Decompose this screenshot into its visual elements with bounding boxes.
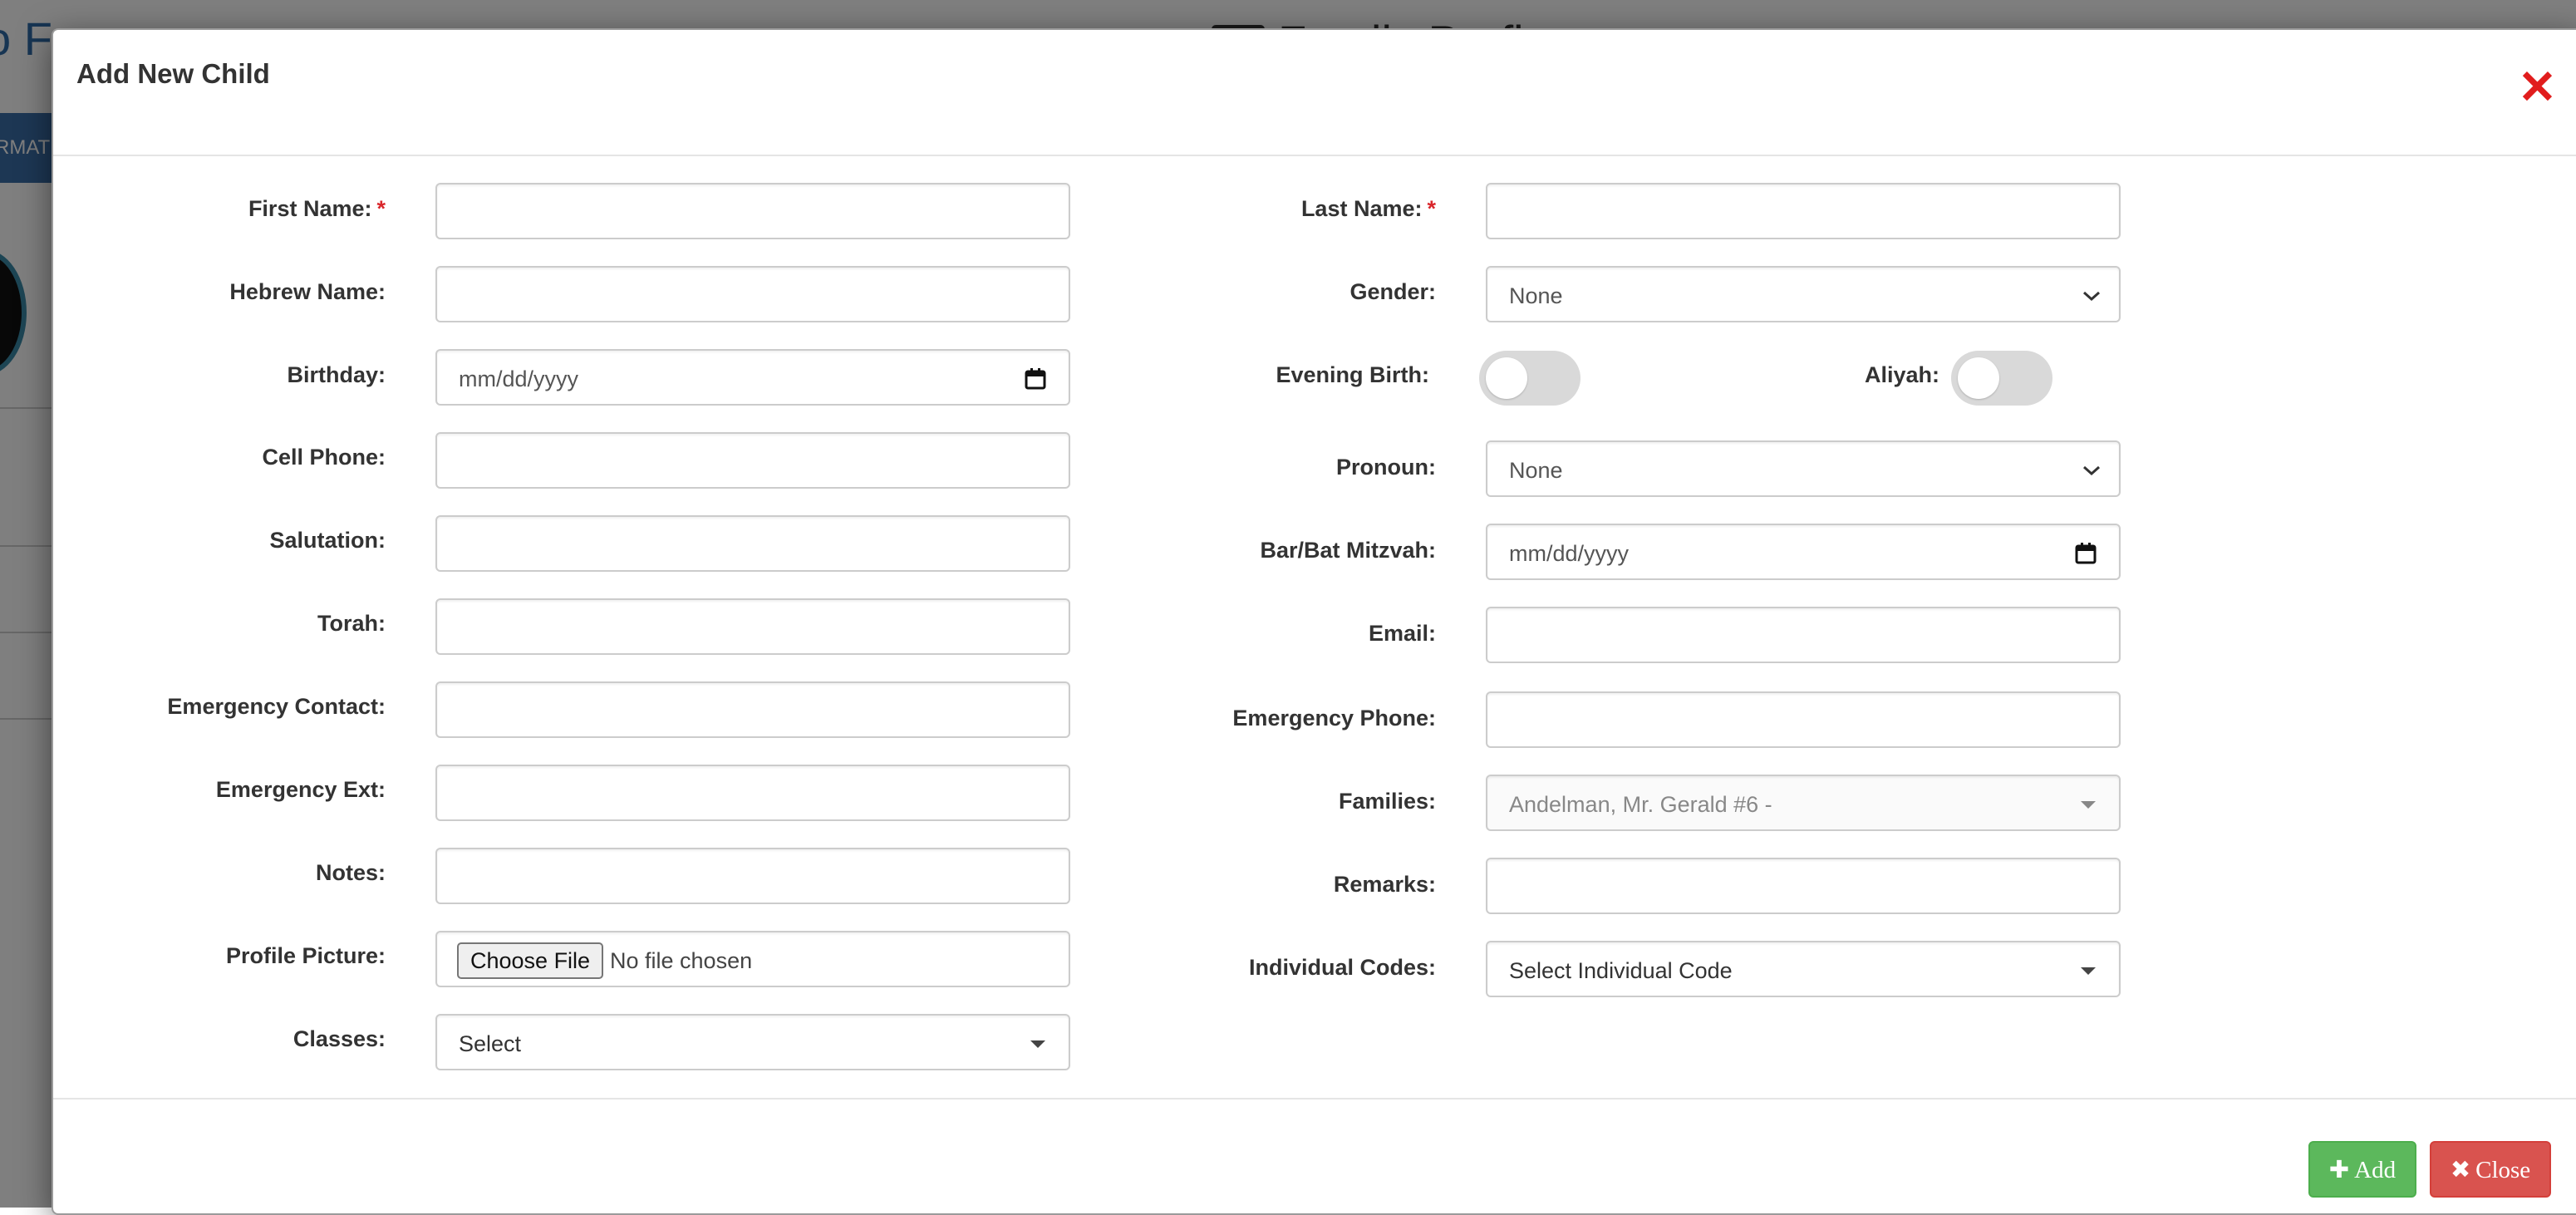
- close-button[interactable]: ✖ Close: [2430, 1141, 2551, 1198]
- first-name-label: First Name: *: [248, 196, 386, 221]
- add-button[interactable]: ✚ Add: [2308, 1141, 2416, 1198]
- remarks-label: Remarks:: [1333, 872, 1436, 897]
- pronoun-selected: None: [1509, 458, 1563, 483]
- caret-down-icon: [2081, 801, 2096, 809]
- last-name-input[interactable]: [1486, 183, 2121, 239]
- aliyah-toggle[interactable]: [1951, 351, 2052, 406]
- times-icon: ✖: [2450, 1155, 2471, 1183]
- date-placeholder: mm/dd/yyyy: [459, 366, 579, 391]
- evening-birth-toggle[interactable]: [1479, 351, 1581, 406]
- gender-selected: None: [1509, 283, 1563, 308]
- required-marker: *: [1427, 196, 1436, 221]
- cell-phone-input[interactable]: [435, 432, 1070, 489]
- calendar-icon[interactable]: [2074, 542, 2097, 565]
- last-name-label: Last Name: *: [1300, 196, 1436, 221]
- modal-footer: [53, 1098, 2576, 1213]
- required-marker: *: [376, 196, 386, 221]
- caret-down-icon: [1030, 1040, 1045, 1048]
- families-select[interactable]: [1486, 775, 2121, 831]
- email-label: Email:: [1368, 621, 1436, 646]
- emergency-contact-input[interactable]: [435, 681, 1070, 738]
- hebrew-name-label: Hebrew Name:: [229, 279, 386, 304]
- file-status: No file chosen: [610, 948, 753, 973]
- families-selected: Andelman, Mr. Gerald #6 -: [1509, 792, 1772, 817]
- bar-bat-mitzvah-date-input[interactable]: [1486, 524, 2121, 580]
- emergency-ext-label: Emergency Ext:: [215, 777, 386, 802]
- gender-select[interactable]: [1486, 266, 2121, 322]
- modal-header: [53, 30, 2576, 156]
- plus-icon: ✚: [2328, 1155, 2350, 1183]
- birthday-label: Birthday:: [287, 362, 386, 387]
- emergency-phone-input[interactable]: [1486, 691, 2121, 748]
- gender-label: Gender:: [1349, 279, 1436, 304]
- notes-label: Notes:: [315, 860, 386, 885]
- email-input[interactable]: [1486, 607, 2121, 663]
- remarks-input[interactable]: [1486, 858, 2121, 914]
- chevron-down-icon: [2081, 288, 2102, 304]
- classes-select[interactable]: [435, 1014, 1070, 1070]
- torah-input[interactable]: [435, 598, 1070, 655]
- profile-picture-file-input: [435, 931, 1070, 987]
- salutation-label: Salutation:: [269, 528, 386, 553]
- evening-birth-label: Evening Birth:: [1276, 362, 1429, 387]
- hebrew-name-input[interactable]: [435, 266, 1070, 322]
- classes-selected: Select: [459, 1031, 522, 1056]
- calendar-icon[interactable]: [1024, 367, 1047, 391]
- first-name-input[interactable]: [435, 183, 1070, 239]
- date-placeholder: mm/dd/yyyy: [1509, 541, 1630, 566]
- emergency-ext-input[interactable]: [435, 765, 1070, 821]
- notes-input[interactable]: [435, 848, 1070, 904]
- toggle-knob: [1958, 357, 1999, 399]
- profile-picture-label: Profile Picture:: [225, 943, 386, 968]
- close-icon[interactable]: ✕: [2518, 61, 2557, 113]
- birthday-date-input[interactable]: [435, 349, 1070, 406]
- chevron-down-icon: [2081, 462, 2102, 479]
- caret-down-icon: [2081, 967, 2096, 975]
- pronoun-select[interactable]: [1486, 440, 2121, 497]
- torah-label: Torah:: [317, 611, 386, 636]
- emergency-phone-label: Emergency Phone:: [1232, 706, 1436, 730]
- add-child-modal: [52, 28, 2576, 1215]
- pronoun-label: Pronoun:: [1336, 455, 1436, 480]
- classes-label: Classes:: [293, 1026, 386, 1051]
- emergency-contact-label: Emergency Contact:: [167, 694, 386, 719]
- individual-codes-label: Individual Codes:: [1248, 955, 1436, 980]
- choose-file-button[interactable]: Choose File: [457, 942, 603, 979]
- families-label: Families:: [1338, 789, 1436, 814]
- modal-title: Add New Child: [76, 58, 270, 89]
- salutation-input[interactable]: [435, 515, 1070, 572]
- toggle-knob: [1486, 357, 1527, 399]
- individual-codes-selected: Select Individual Code: [1509, 958, 1733, 983]
- cell-phone-label: Cell Phone:: [262, 445, 386, 470]
- individual-codes-select[interactable]: [1486, 941, 2121, 997]
- aliyah-label: Aliyah:: [1864, 362, 1939, 387]
- bar-bat-mitzvah-label: Bar/Bat Mitzvah:: [1260, 538, 1436, 563]
